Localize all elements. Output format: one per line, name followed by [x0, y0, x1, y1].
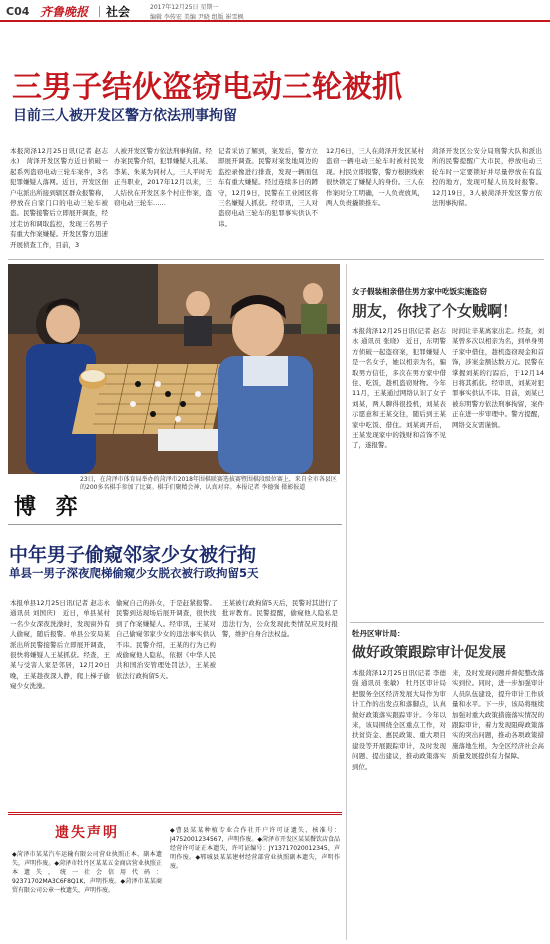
story1-col1: 本报菏泽12月25日讯(记者 赵志永) 菏泽开发区警方近日侦破一起系列盗窃电动三轮车案件，3名犯罪嫌疑人落网。近日，开发区佃户屯派出所接到辖区群众报警称，停放在自家门口的电动三轮车被盗。民警接警后立即展开调查，经过走访和调取监控，发现三名男子有重大作案嫌疑。开发区警方迅速开展侦查工作，目前，3 [10, 147, 108, 249]
story4-col1: 本报菏泽12月25日讯(记者 李德强 通讯员 张敏) 牡丹区审计局把服务全区经济发展大局作为审计工作的出发点和落脚点，认真做好政策落实跟踪审计。今年以来，该局围绕全区重点工作，对扶贫资金、惠民政策、重大项目建设等开展跟踪审计，及时发现问题、提出建议，推动政策落实到位。 [352, 669, 446, 771]
story3-headline: 朋友，你找了个女贼啊！ [352, 302, 518, 320]
masthead-editors: 编辑 李传宏 美编 尹晓 组版 崔雪枫 [150, 14, 244, 21]
story4-kicker: 牡丹区审计局： [352, 629, 405, 638]
lost-notice-right: ◆曹县某某种植专业合作社开户许可证遗失，核准号：J4752001234567，声明作废。◆菏泽市开发区某某餐饮店食品经营许可证正本遗失，许可证编号：JY13717020012345，声明作废。◆郓城县某某建材经营部营业执照副本遗失，声明作废。 [170, 827, 340, 870]
story2-col2: 偷窥自己的孙女，于是赶紧报警。民警到达现场后展开调查，很快找到了作案嫌疑人。经审讯，王某对自己偷窥邻家少女的违法事实供认不讳。民警介绍，王某的行为已构成偷窥他人隐私，依据《中华人民共和国治安管理处罚法》，王某被依法行政拘留5天。 [116, 599, 216, 680]
story1-col3: 记者采访了解到，案发后，警方立即展开调查。民警对案发地周边的监控录像进行排查，发现一辆面包车有重大嫌疑。经过连续多日的蹲守，12月9日，民警在工业园区将三名嫌疑人抓获。经审讯，三人对盗窃电动三轮车的犯罪事实供认不讳。 [218, 147, 318, 228]
masthead-divider [99, 6, 100, 17]
story1-col4: 12月6日，三人在菏泽开发区某村盗窃一辆电动三轮车时被村民发现。村民立即报警，警方根据线索很快锁定了嫌疑人的身份。三人在作案时分工明确，一人负责放风，两人负责撬锁推车。 [326, 147, 424, 208]
lost-notice-left: ◆菏泽市某某汽车运输有限公司营业执照正本、副本遗失，声明作废。◆菏泽市牡丹区某某五金商店营业执照正本遗失，统一社会信用代码：92371702MA3C6F8Q1K，声明作废。◆菏泽市某某商贸有限公司公章一枚遗失，声明作废。 [12, 851, 162, 894]
masthead-date: 2017年12月25日 星期一 [150, 4, 219, 11]
story1-headline: 三男子结伙盗窃电动三轮被抓 [12, 70, 402, 105]
story2-col1: 本报单县12月25日讯(记者 赵志永 通讯员 刘国庆) 近日，单县某村一名少女深夜洗澡时，发现窗外有人偷窥，随后报警。单县公安局某派出所民警接警后立即展开调查，很快将嫌疑人王某抓获。经查，王某与受害人家是邻居，12月20日晚，王某趁夜深人静，爬上梯子偷窥少女洗澡。 [10, 599, 110, 691]
story3-kicker: 女子假装相亲借住男方家中吃饭实施盗窃 [352, 287, 487, 296]
story3-col1: 本报菏泽12月25日讯(记者 赵志永 通讯员 张晓) 近日，东明警方侦破一起盗窃案，犯罪嫌疑人是一名女子，她以相亲为名，骗取男方信任，多次在男方家中借住、吃饭，趁机盗窃财物。今年11月，王某通过网络认识了女子刘某，两人聊得很投机，刘某表示愿意和王某交往，随后到王某家中吃饭、借住。刘某离开后，王某发现家中的钱财和首饰不见了，遂报警。 [352, 327, 446, 450]
photo-story-title: 博 弈 [14, 495, 84, 520]
section-name: 社会 [106, 5, 131, 19]
go-game-photo [8, 264, 340, 474]
story1-bottom-rule [8, 259, 544, 260]
story3-col2: 时间让辛某离家出走。经查，刘某曾多次以相亲为名，到单身男子家中借住，趁机盗窃现金和首饰，涉案金额达数万元。民警在掌握刘某的行踪后，于12月14日将其抓获。经审讯，刘某对犯罪事实供认不讳。目前，刘某已被东明警方依法刑事拘留，案件正在进一步审理中。警方提醒，网络交友需谨慎。 [452, 327, 544, 429]
photo-story-rule [8, 524, 342, 525]
story1-col5: 菏泽开发区公安分局刑警大队和派出所的民警提醒广大市民，停放电动三轮车时一定要锁好并尽量停放在有监控的地方，发现可疑人员及时报警。12月19日，3人被菏泽开发区警方依法刑事拘留。 [432, 147, 542, 208]
story2-subhead: 单县一男子深夜爬梯偷窥少女脱衣被行政拘留5天 [9, 566, 259, 580]
story4-headline: 做好政策跟踪审计促发展 [352, 645, 506, 661]
lost-notice-title: 遗失声明 [55, 825, 119, 841]
story4-col2: 来，及时发现问题并督促整改落实到位。同时，进一步加强审计人员队伍建设，提升审计工作质量和水平。下一步，该局将继续加强对重大政策措施落实情况的跟踪审计，着力发现阻碍政策落实的突出问题，推动各项政策措施落地生根，为全区经济社会高质量发展提供有力保障。 [452, 669, 544, 761]
story2-col3: 王某被行政拘留5天后，民警对其进行了批评教育。民警提醒，偷窥他人隐私是违法行为，公众发现此类情况应及时报警，维护自身合法权益。 [222, 599, 338, 639]
photo-caption: 23日，在菏泽市体育局举办的菏泽市2018年围棋联赛选拔赛暨围棋段级位赛上，来自全市各县区的200多名棋手参加了比赛。棋手们聚精会神，认真对弈。本报记者 李德强 摄影报道 [80, 476, 337, 492]
story1-col2: 人被开发区警方依法刑事拘留。经办案民警介绍，犯罪嫌疑人孔某、李某、朱某为同村人，三人平时无正当职业，2017年12月以来，三人结伙在开发区多个村庄作案，盗窃电动三轮车…… [114, 147, 212, 208]
page-number: C04 [6, 5, 30, 18]
right-column-divider [346, 264, 347, 940]
story1-subhead: 目前三人被开发区警方依法刑事拘留 [13, 108, 237, 124]
go-game-photo-illustration [8, 264, 340, 474]
paper-name: 齐鲁晚报 [40, 5, 89, 19]
story2-headline: 中年男子偷窥邻家少女被行拘 [9, 544, 257, 566]
story3-bottom-rule [350, 622, 544, 623]
